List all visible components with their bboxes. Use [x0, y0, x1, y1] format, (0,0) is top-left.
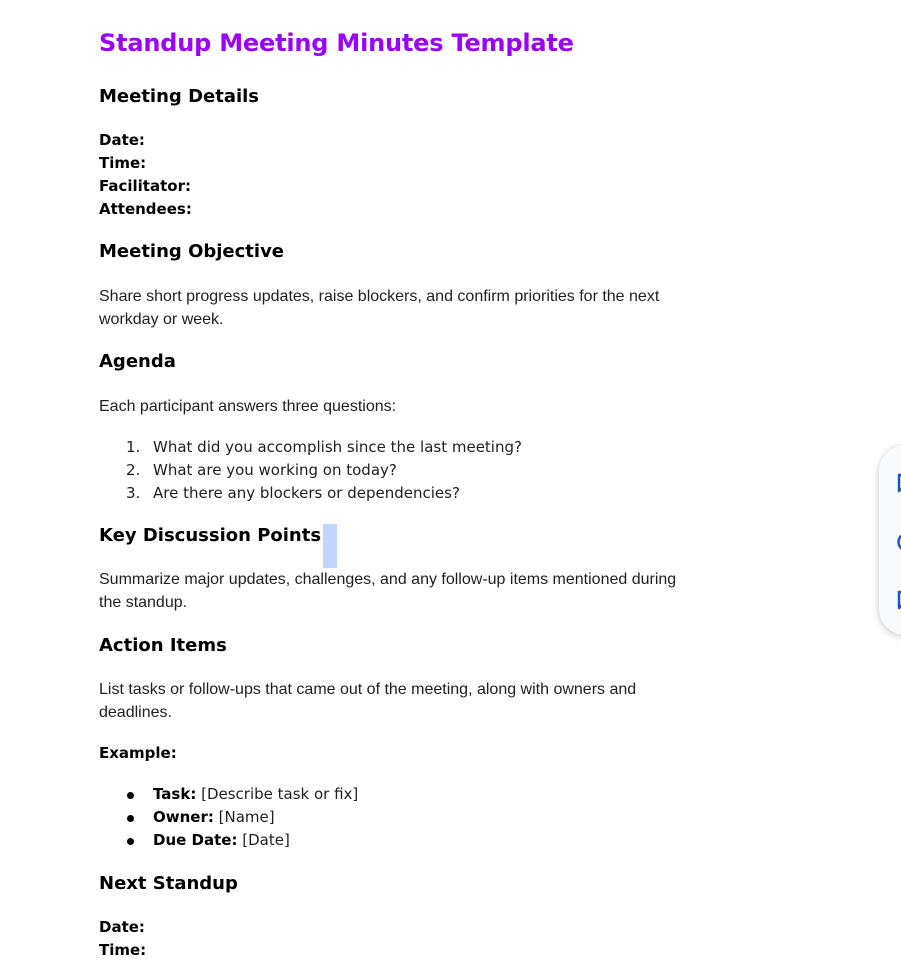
agenda-item-text: What did you accomplish since the last meeting?: [153, 438, 522, 456]
floating-action-panel: [879, 445, 901, 635]
discussion-text-line1[interactable]: Summarize major updates, challenges, and any follow-up items mentioned during: [99, 571, 677, 588]
bullet-icon: [127, 792, 134, 799]
agenda-intro[interactable]: Each participant answers three questions:: [99, 398, 397, 415]
next-field-date[interactable]: Date:: [99, 918, 145, 936]
document-title[interactable]: Standup Meeting Minutes Template: [99, 29, 574, 57]
agenda-item-text: Are there any blockers or dependencies?: [153, 484, 460, 502]
heading-agenda[interactable]: Agenda: [99, 351, 176, 372]
objective-text-line2[interactable]: workday or week.: [99, 311, 224, 328]
example-item-label: Task:: [153, 785, 197, 803]
field-facilitator[interactable]: Facilitator:: [99, 177, 191, 195]
example-list: [99, 783, 358, 852]
action-text-line2[interactable]: deadlines.: [99, 704, 172, 721]
list-number: 2.: [126, 461, 141, 479]
emoji-reaction-icon[interactable]: [896, 531, 901, 553]
heading-next-standup[interactable]: Next Standup: [99, 873, 238, 894]
field-date[interactable]: Date:: [99, 131, 145, 149]
agenda-item-text: What are you working on today?: [153, 461, 397, 479]
example-item-value: [Name]: [218, 808, 275, 826]
field-attendees[interactable]: Attendees:: [99, 200, 192, 218]
next-field-time[interactable]: Time:: [99, 941, 147, 959]
example-item-task[interactable]: [99, 783, 358, 806]
text-selection-highlight: [323, 524, 337, 568]
list-number: 3.: [126, 484, 141, 502]
objective-text-line1[interactable]: Share short progress updates, raise blockers, and confirm priorities for the next: [99, 288, 660, 305]
agenda-list: [99, 436, 522, 505]
list-number: 1.: [126, 438, 141, 456]
example-item-due-date[interactable]: [99, 829, 358, 852]
agenda-item[interactable]: [99, 482, 522, 505]
example-item-value: [Date]: [242, 831, 290, 849]
example-item-owner[interactable]: [99, 806, 358, 829]
add-comment-icon[interactable]: [896, 472, 901, 494]
example-label[interactable]: Example:: [99, 744, 177, 762]
heading-key-discussion-points[interactable]: Key Discussion Points: [99, 525, 322, 546]
heading-meeting-objective[interactable]: Meeting Objective: [99, 241, 285, 262]
example-item-label: Owner:: [153, 808, 214, 826]
heading-action-items[interactable]: Action Items: [99, 635, 227, 656]
example-item-value: [Describe task or fix]: [201, 785, 359, 803]
heading-meeting-details[interactable]: Meeting Details: [99, 86, 260, 107]
example-item-label: Due Date:: [153, 831, 238, 849]
field-time[interactable]: Time:: [99, 154, 147, 172]
bullet-icon: [127, 838, 134, 845]
suggest-edit-icon[interactable]: [896, 589, 901, 611]
action-text-line1[interactable]: List tasks or follow-ups that came out of the meeting, along with owners and: [99, 681, 637, 698]
agenda-item[interactable]: [99, 436, 522, 459]
bullet-icon: [127, 815, 134, 822]
discussion-text-line2[interactable]: the standup.: [99, 594, 188, 611]
agenda-item[interactable]: [99, 459, 522, 482]
